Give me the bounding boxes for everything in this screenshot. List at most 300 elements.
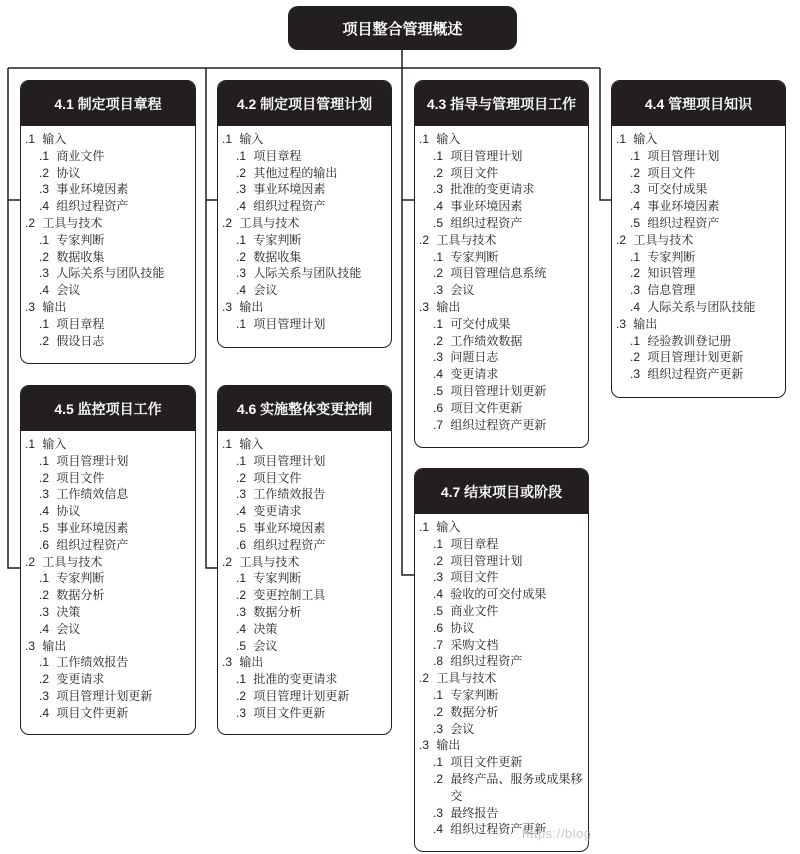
section-label [25, 554, 191, 571]
item-text: 协议 [56, 504, 81, 519]
section-label [25, 299, 191, 316]
list-item [419, 148, 584, 165]
list-item [419, 366, 584, 383]
section-label-text: 输出 [633, 316, 658, 331]
list-item [222, 470, 387, 487]
item-text: 工作绩效报告 [56, 655, 129, 670]
item-number: .4 [630, 299, 641, 314]
process-4-4 [611, 80, 786, 398]
item-text: 其他过程的输出 [253, 165, 338, 180]
item-text: 专家判断 [253, 571, 302, 586]
item-text: 变更控制工具 [253, 588, 326, 603]
item-number: .2 [433, 704, 444, 719]
item-text: 人际关系与团队技能 [56, 266, 165, 281]
section-label [222, 131, 387, 148]
list-item [419, 282, 584, 299]
item-text: 数据收集 [253, 249, 302, 264]
item-text: 组织过程资产 [253, 199, 326, 214]
item-text: 组织过程资产 [56, 537, 129, 552]
section-label-text: 输入 [436, 520, 461, 534]
list-item [25, 621, 191, 638]
item-number: .7 [433, 637, 444, 652]
section-label [25, 638, 191, 655]
process-body [218, 431, 391, 728]
item-text: 经验教训登记册 [647, 333, 732, 348]
item-text: 专家判断 [56, 232, 105, 247]
section-tools-techniques [222, 215, 387, 299]
section-inputs [222, 436, 387, 554]
list-item [222, 165, 387, 182]
list-item [419, 637, 584, 654]
item-number: .3 [433, 570, 444, 585]
item-text: 批准的变更请求 [450, 182, 535, 197]
item-text: 事业环境因素 [56, 520, 129, 535]
section-number: .3 [222, 655, 233, 670]
item-number: .1 [433, 316, 444, 331]
item-text: 可交付成果 [647, 182, 708, 197]
item-number: .3 [236, 604, 247, 619]
list-item [25, 587, 191, 604]
list-item [419, 333, 584, 350]
item-number: .3 [236, 266, 247, 281]
item-number: .5 [630, 215, 641, 230]
list-item [222, 282, 387, 299]
list-item [419, 349, 584, 366]
item-text: 事业环境因素 [647, 199, 720, 214]
item-number: .4 [433, 587, 444, 602]
list-item [222, 621, 387, 638]
item-number: .1 [236, 672, 247, 687]
item-number: .4 [39, 283, 50, 298]
section-label-text: 输出 [239, 299, 264, 314]
list-item [25, 486, 191, 503]
item-text: 事业环境因素 [450, 199, 523, 214]
item-text: 最终报告 [450, 805, 499, 820]
item-number: .3 [433, 805, 444, 820]
section-number: .3 [222, 299, 233, 314]
section-number: .2 [419, 232, 430, 247]
list-item [222, 604, 387, 621]
item-text: 会议 [450, 721, 475, 736]
section-label [419, 670, 584, 687]
item-number: .3 [433, 721, 444, 736]
item-text: 工作绩效信息 [56, 487, 129, 502]
item-number: .5 [433, 603, 444, 618]
item-number: .1 [39, 571, 50, 586]
item-text: 会议 [56, 283, 81, 298]
item-text: 项目文件更新 [450, 755, 523, 770]
process-title: 4.4 管理项目知识 [612, 81, 785, 126]
item-number: .3 [39, 604, 50, 619]
list-item [25, 470, 191, 487]
list-item [222, 316, 387, 333]
item-text: 项目文件更新 [56, 705, 129, 720]
item-text: 专家判断 [647, 249, 696, 264]
item-text: 决策 [56, 604, 81, 619]
item-text: 数据分析 [253, 604, 302, 619]
item-text: 人际关系与团队技能 [647, 299, 756, 314]
list-item [25, 570, 191, 587]
section-inputs [419, 131, 584, 232]
item-number: .5 [433, 215, 444, 230]
section-tools-techniques [25, 554, 191, 638]
list-item [419, 569, 584, 586]
list-item [616, 198, 781, 215]
item-number: .2 [433, 553, 444, 568]
section-number: .1 [25, 132, 36, 146]
list-item [616, 249, 781, 266]
section-tools-techniques [419, 670, 584, 737]
list-item [25, 198, 191, 215]
list-item [25, 148, 191, 165]
list-item [419, 586, 584, 603]
section-number: .3 [25, 638, 36, 653]
item-text: 项目管理计划 [450, 553, 523, 568]
item-text: 事业环境因素 [253, 520, 326, 535]
item-text: 会议 [56, 621, 81, 636]
list-item [616, 215, 781, 232]
item-text: 数据分析 [450, 704, 499, 719]
item-text: 采购文档 [450, 637, 499, 652]
section-label [222, 436, 387, 453]
item-number: .1 [433, 536, 444, 551]
item-text: 项目管理计划更新 [647, 350, 744, 365]
item-number: .2 [39, 333, 50, 348]
list-item [222, 671, 387, 688]
list-item [222, 570, 387, 587]
list-item [419, 265, 584, 282]
item-text: 组织过程资产 [253, 537, 326, 552]
item-text: 项目管理计划 [253, 453, 326, 468]
item-text: 项目管理计划更新 [253, 688, 350, 703]
list-item [25, 333, 191, 350]
section-number: .2 [616, 232, 627, 247]
process-body [612, 126, 785, 389]
item-number: .3 [630, 182, 641, 197]
item-text: 变更请求 [450, 367, 499, 382]
process-4-7 [414, 468, 589, 852]
list-item [25, 537, 191, 554]
list-item [25, 520, 191, 537]
item-text: 项目文件 [253, 470, 302, 485]
item-text: 项目管理信息系统 [450, 266, 547, 281]
section-label-text: 输出 [42, 299, 67, 314]
item-text: 信息管理 [647, 283, 696, 298]
process-body [21, 126, 195, 355]
section-inputs [419, 519, 584, 670]
item-number: .3 [39, 266, 50, 281]
item-text: 组织过程资产更新 [647, 367, 744, 382]
section-tools-techniques [222, 554, 387, 655]
item-number: .2 [630, 266, 641, 281]
section-number: .1 [419, 132, 430, 146]
section-number: .3 [25, 299, 36, 314]
section-label-text: 工具与技术 [239, 554, 300, 569]
list-item [419, 653, 584, 670]
item-text: 决策 [253, 621, 278, 636]
section-number: .2 [25, 554, 36, 569]
section-label-text: 输出 [239, 655, 264, 670]
item-number: .1 [39, 453, 50, 468]
list-item [25, 503, 191, 520]
item-text: 专家判断 [56, 571, 105, 586]
item-number: .4 [236, 283, 247, 298]
item-number: .1 [236, 571, 247, 586]
list-item [419, 754, 584, 771]
section-inputs [25, 436, 191, 554]
item-text: 最终产品、服务或成果移交 [450, 771, 583, 803]
item-text: 会议 [253, 638, 278, 653]
list-item [616, 366, 781, 383]
section-label [222, 299, 387, 316]
section-outputs [419, 299, 584, 433]
item-number: .3 [39, 487, 50, 502]
process-body [21, 431, 195, 728]
section-number: .1 [616, 132, 627, 146]
section-inputs [616, 131, 781, 232]
item-text: 专家判断 [450, 687, 499, 702]
section-inputs [25, 131, 191, 215]
list-item [222, 503, 387, 520]
section-number: .2 [222, 215, 233, 230]
list-item [419, 553, 584, 570]
item-text: 项目管理计划 [253, 316, 326, 331]
item-text: 项目文件 [56, 470, 105, 485]
section-outputs [25, 638, 191, 722]
item-number: .3 [236, 487, 247, 502]
item-text: 项目文件 [450, 165, 499, 180]
section-label-text: 工具与技术 [436, 671, 497, 686]
item-number: .2 [433, 266, 444, 281]
item-number: .2 [433, 165, 444, 180]
item-number: .2 [236, 588, 247, 603]
process-title: 4.3 指导与管理项目工作 [415, 81, 588, 126]
section-label-text: 工具与技术 [633, 232, 694, 247]
process-title: 4.7 结束项目或阶段 [415, 469, 588, 514]
list-item [222, 537, 387, 554]
item-number: .4 [39, 504, 50, 519]
item-number: .1 [39, 316, 50, 331]
section-inputs [222, 131, 387, 215]
item-text: 组织过程资产 [450, 654, 523, 669]
item-text: 项目文件 [647, 165, 696, 180]
section-label-text: 输入 [633, 132, 658, 146]
list-item [616, 181, 781, 198]
item-text: 人际关系与团队技能 [253, 266, 362, 281]
list-item [419, 181, 584, 198]
list-item [616, 265, 781, 282]
item-number: .1 [630, 249, 641, 264]
item-number: .1 [630, 333, 641, 348]
process-body [415, 126, 588, 439]
item-text: 项目文件更新 [450, 400, 523, 415]
list-item [222, 232, 387, 249]
item-number: .6 [236, 537, 247, 552]
section-label [419, 519, 584, 536]
list-item [222, 520, 387, 537]
list-item [222, 181, 387, 198]
item-number: .5 [39, 520, 50, 535]
list-item [419, 417, 584, 434]
item-text: 项目管理计划更新 [56, 688, 153, 703]
item-number: .2 [236, 470, 247, 485]
item-number: .4 [433, 367, 444, 382]
section-label [25, 131, 191, 148]
list-item [616, 148, 781, 165]
section-number: .1 [222, 437, 233, 451]
item-text: 变更请求 [253, 504, 302, 519]
section-outputs [616, 316, 781, 383]
section-number: .2 [222, 554, 233, 569]
list-item [25, 671, 191, 688]
section-label-text: 输出 [436, 738, 461, 753]
item-text: 商业文件 [56, 148, 105, 163]
item-text: 项目文件 [450, 570, 499, 585]
item-number: .6 [39, 537, 50, 552]
item-number: .2 [236, 249, 247, 264]
item-number: .4 [433, 199, 444, 214]
item-text: 组织过程资产 [56, 199, 129, 214]
item-number: .2 [433, 333, 444, 348]
process-4-3 [414, 80, 589, 448]
section-label-text: 输入 [42, 132, 67, 146]
item-number: .1 [39, 232, 50, 247]
section-label [222, 215, 387, 232]
item-number: .2 [433, 771, 444, 786]
item-text: 项目章程 [450, 536, 499, 551]
item-number: .7 [433, 417, 444, 432]
section-label-text: 输入 [436, 132, 461, 146]
item-number: .5 [433, 383, 444, 398]
item-text: 知识管理 [647, 266, 696, 281]
item-number: .6 [433, 620, 444, 635]
section-label-text: 工具与技术 [239, 215, 300, 230]
process-body [415, 514, 588, 844]
list-item [419, 687, 584, 704]
list-item [222, 638, 387, 655]
item-number: .1 [433, 755, 444, 770]
list-item [419, 536, 584, 553]
item-number: .1 [433, 148, 444, 163]
item-number: .2 [630, 165, 641, 180]
section-outputs [419, 737, 584, 838]
list-item [419, 805, 584, 822]
item-text: 项目管理计划 [56, 453, 129, 468]
section-tools-techniques [616, 232, 781, 316]
item-text: 专家判断 [253, 232, 302, 247]
list-item [616, 299, 781, 316]
item-text: 工作绩效数据 [450, 333, 523, 348]
process-4-6 [217, 385, 392, 735]
item-number: .3 [236, 705, 247, 720]
list-item [25, 705, 191, 722]
item-number: .4 [630, 199, 641, 214]
item-number: .4 [236, 504, 247, 519]
list-item [25, 232, 191, 249]
list-item [419, 198, 584, 215]
item-number: .1 [433, 687, 444, 702]
item-text: 验收的可交付成果 [450, 587, 547, 602]
item-number: .4 [39, 705, 50, 720]
list-item [25, 453, 191, 470]
section-label [25, 436, 191, 453]
section-label [616, 131, 781, 148]
item-text: 项目管理计划更新 [450, 383, 547, 398]
list-item [419, 620, 584, 637]
item-text: 项目文件更新 [253, 705, 326, 720]
process-title: 4.1 制定项目章程 [21, 81, 195, 126]
process-title: 4.2 制定项目管理计划 [218, 81, 391, 126]
list-item [25, 316, 191, 333]
list-item [419, 249, 584, 266]
item-text: 协议 [56, 165, 81, 180]
item-number: .8 [433, 654, 444, 669]
process-body [218, 126, 391, 339]
section-label [419, 299, 584, 316]
item-number: .1 [236, 453, 247, 468]
list-item [25, 688, 191, 705]
section-outputs [25, 299, 191, 349]
list-item [222, 486, 387, 503]
item-text: 可交付成果 [450, 316, 511, 331]
section-label-text: 输出 [42, 638, 67, 653]
item-number: .4 [236, 621, 247, 636]
item-number: .4 [433, 822, 444, 837]
list-item [25, 181, 191, 198]
item-number: .2 [39, 165, 50, 180]
section-number: .1 [25, 437, 36, 451]
list-item [222, 198, 387, 215]
section-label [222, 554, 387, 571]
list-item [419, 603, 584, 620]
section-outputs [222, 654, 387, 721]
section-label [419, 131, 584, 148]
item-number: .2 [630, 350, 641, 365]
section-label [616, 232, 781, 249]
item-number: .5 [236, 520, 247, 535]
list-item [419, 400, 584, 417]
item-text: 项目章程 [253, 148, 302, 163]
item-number: .4 [39, 621, 50, 636]
item-number: .2 [39, 672, 50, 687]
section-label [616, 316, 781, 333]
item-number: .3 [433, 182, 444, 197]
list-item [25, 249, 191, 266]
item-number: .4 [39, 199, 50, 214]
item-text: 组织过程资产 [450, 215, 523, 230]
item-text: 问题日志 [450, 350, 499, 365]
list-item [419, 165, 584, 182]
list-item [419, 704, 584, 721]
section-tools-techniques [25, 215, 191, 299]
section-label [25, 215, 191, 232]
list-item [222, 249, 387, 266]
item-text: 项目管理计划 [450, 148, 523, 163]
item-text: 数据收集 [56, 249, 105, 264]
item-number: .1 [39, 655, 50, 670]
item-number: .5 [236, 638, 247, 653]
root-title: 项目整合管理概述 [288, 6, 517, 50]
list-item [222, 265, 387, 282]
item-number: .1 [39, 148, 50, 163]
section-label [419, 737, 584, 754]
section-number: .2 [25, 215, 36, 230]
section-number: .3 [419, 738, 430, 753]
item-text: 组织过程资产 [647, 215, 720, 230]
list-item [419, 316, 584, 333]
section-number: .3 [616, 316, 627, 331]
list-item [25, 654, 191, 671]
